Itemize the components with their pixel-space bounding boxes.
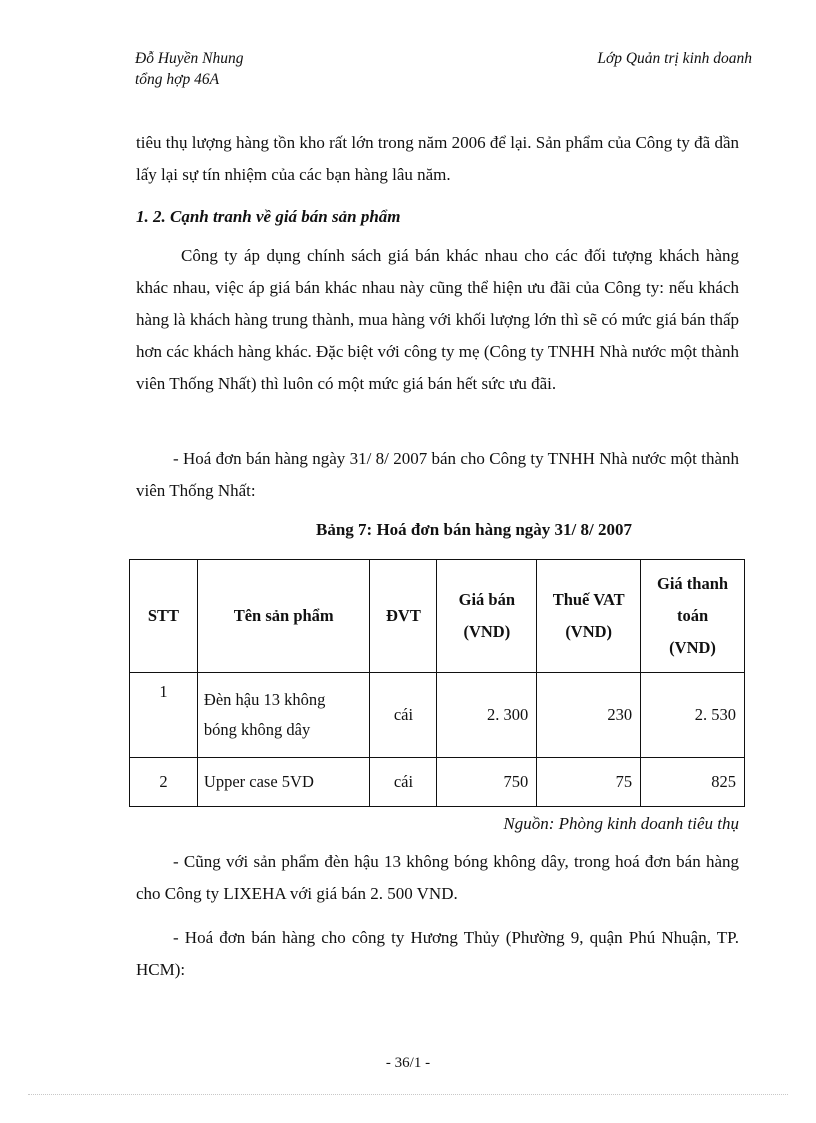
cell-total: 825 <box>641 758 745 807</box>
cell-unit: cái <box>370 673 437 758</box>
header-author <box>135 48 244 90</box>
header-vat <box>537 560 641 673</box>
table-row <box>130 758 745 807</box>
cell-vat: 230 <box>537 673 641 758</box>
paragraph-inventory: tiêu thụ lượng hàng tồn kho rất lớn trong năm 2006 để lại. Sản phẩm của Công ty đã dần lấy lại sự tín nhiệm của các bạn hàng lâu năm. <box>136 133 739 184</box>
header-total-label-1: Giá thanh <box>657 574 729 593</box>
header-product: Tên sản phẩm <box>197 560 370 673</box>
cell-product <box>197 673 370 758</box>
section-heading: 1. 2. Cạnh tranh về giá bán sản phẩm <box>136 207 401 226</box>
header-price <box>437 560 537 673</box>
cell-price: 2. 300 <box>437 673 537 758</box>
cell-total: 2. 530 <box>641 673 745 758</box>
cell-product-line: bóng không dây <box>203 720 311 739</box>
header-author-class: tổng hợp 46A <box>135 71 220 88</box>
paragraph-invoice-intro: - Hoá đơn bán hàng ngày 31/ 8/ 2007 bán cho Công ty TNHH Nhà nước một thành viên Thống Nhất: <box>136 449 739 500</box>
page-number: - 36/1 - <box>385 1055 431 1071</box>
header-unit: ĐVT <box>370 560 437 673</box>
table-source: Nguồn: Phòng kinh doanh tiêu thụ <box>503 814 739 833</box>
cell-vat: 75 <box>537 758 641 807</box>
invoice-table <box>129 559 745 807</box>
header-total <box>641 560 745 673</box>
cell-product: Upper case 5VD <box>197 758 370 807</box>
footer-divider <box>28 1094 788 1095</box>
table-row <box>130 673 745 758</box>
header-price-label: Giá bán <box>458 590 516 609</box>
cell-product-line: Đèn hậu 13 không <box>203 690 326 709</box>
cell-unit: cái <box>370 758 437 807</box>
table-header-row <box>130 560 745 673</box>
table-caption: Bảng 7: Hoá đơn bán hàng ngày 31/ 8/ 2007 <box>316 520 632 539</box>
cell-price: 750 <box>437 758 537 807</box>
header-vat-label: Thuế VAT <box>552 590 625 609</box>
paragraph-lixeha: - Cũng với sản phẩm đèn hậu 13 không bóng không dây, trong hoá đơn bán hàng cho Công ty LIXEHA với giá bán 2. 500 VND. <box>136 852 739 903</box>
header-total-label-2: toán <box>676 606 709 625</box>
cell-stt: 2 <box>130 758 198 807</box>
header-author-name: Đỗ Huyền Nhung <box>135 50 244 67</box>
paragraph-pricing-policy: Công ty áp dụng chính sách giá bán khác nhau cho các đối tượng khách hàng khác nhau, việc áp giá bán khác nhau này cũng thể hiện ưu đãi của Công ty: nếu khách hàng là khách hàng trung thành, mua hàng với khối lượng lớn thì sẽ có mức giá bán thấp hơn các khách hàng khác. Đặc biệt với công ty mẹ (Công ty TNHH Nhà nước một thành viên Thống Nhất) thì luôn có một mức giá bán hết sức ưu đãi. <box>136 246 739 393</box>
header-price-currency: (VND) <box>463 622 511 641</box>
paragraph-huong-thuy: - Hoá đơn bán hàng cho công ty Hương Thủy (Phường 9, quận Phú Nhuận, TP. HCM): <box>136 928 739 979</box>
header-vat-currency: (VND) <box>565 622 613 641</box>
header-class-name: Lớp Quản trị kinh doanh <box>597 50 752 67</box>
cell-stt: 1 <box>130 673 198 758</box>
header-stt: STT <box>130 560 198 673</box>
header-total-currency: (VND) <box>669 638 716 657</box>
